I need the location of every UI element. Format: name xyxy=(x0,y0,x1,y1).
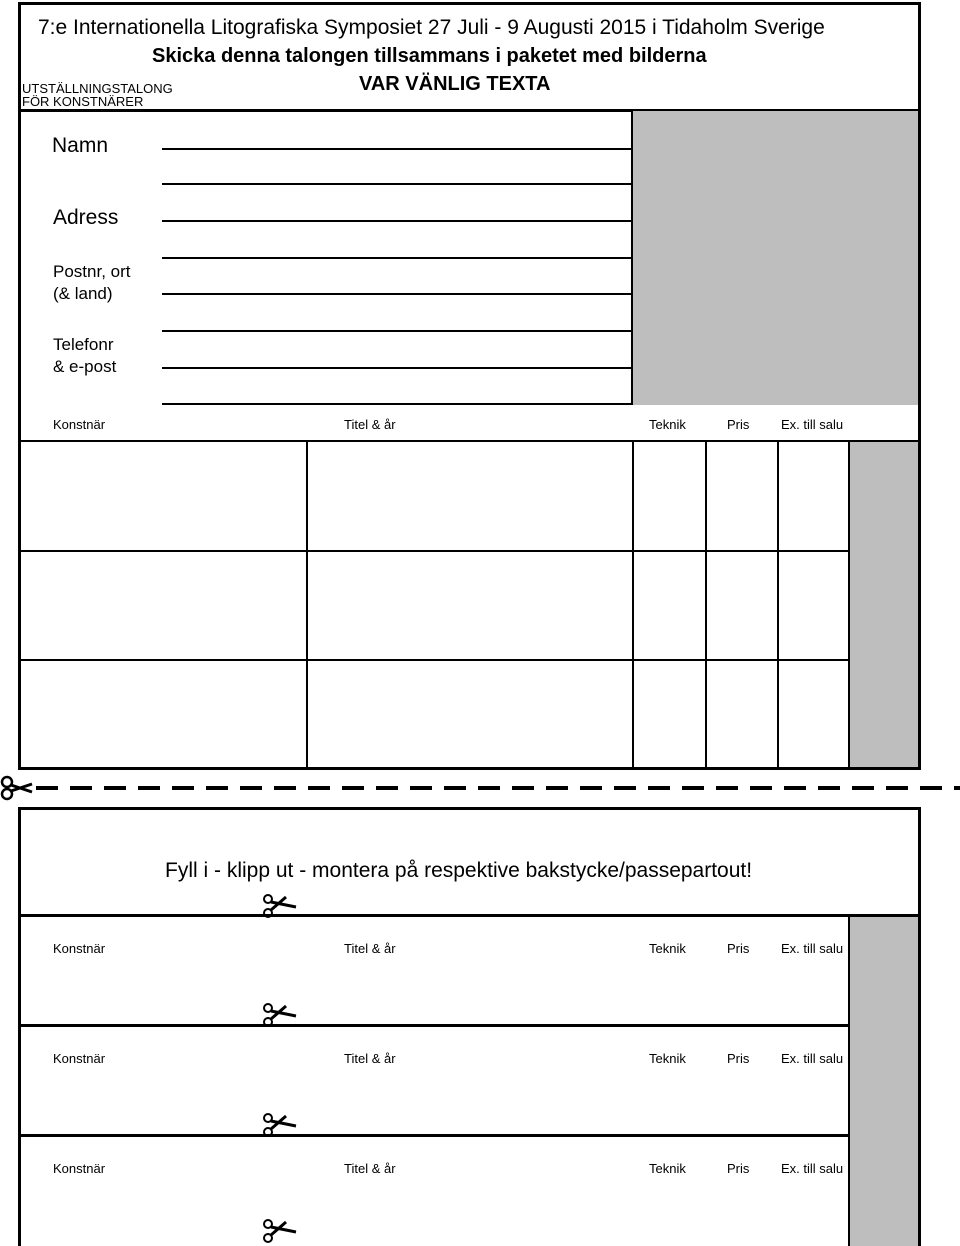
cut-line-dash xyxy=(36,786,58,790)
col-artist: Konstnär xyxy=(53,417,106,432)
cut-line-dash xyxy=(852,786,874,790)
label1-artist: Konstnär xyxy=(53,941,106,956)
cut-line-dash xyxy=(410,786,432,790)
col-price: Pris xyxy=(727,417,750,432)
phone-field-line[interactable] xyxy=(162,330,631,332)
cut-line-dash xyxy=(784,786,806,790)
name-field-line-2[interactable] xyxy=(162,183,631,185)
phone-field-line-2[interactable] xyxy=(162,367,631,369)
label1-technique: Teknik xyxy=(649,941,686,956)
label2-artist: Konstnär xyxy=(53,1051,106,1066)
address-field-line[interactable] xyxy=(162,220,631,222)
cut-line-dash xyxy=(342,786,364,790)
postal-label-line1: Postnr, ort xyxy=(53,262,131,281)
name-field-line[interactable] xyxy=(162,148,631,150)
cut-line-dash xyxy=(172,786,194,790)
cut-line-dash xyxy=(478,786,500,790)
label2-technique: Teknik xyxy=(649,1051,686,1066)
cut-line-dash xyxy=(138,786,160,790)
col-copies-for-sale: Ex. till salu xyxy=(781,417,844,432)
label1-copies: Ex. till salu xyxy=(781,941,844,956)
table-row[interactable] xyxy=(18,659,850,661)
cut-line-dash xyxy=(376,786,398,790)
cut-line-dash xyxy=(70,786,92,790)
label3-price: Pris xyxy=(727,1161,750,1176)
cut-line-dash xyxy=(716,786,738,790)
table-gray-column xyxy=(850,442,918,767)
postal-label-line2: (& land) xyxy=(53,284,113,303)
symposium-title: 7:e Internationella Litografiska Symposiet 27 Juli - 9 Augusti 2015 i Tidaholm Sverige xyxy=(38,16,825,39)
table-divider-copies xyxy=(777,441,779,768)
label2-copies: Ex. till salu xyxy=(781,1051,844,1066)
photo-panel-border xyxy=(631,111,633,405)
scissors-icon xyxy=(262,893,298,921)
phone-label-line1: Telefonr xyxy=(53,335,114,354)
cutout-divider xyxy=(18,914,921,917)
label2-title-year: Titel & år xyxy=(344,1051,396,1066)
table-row[interactable] xyxy=(18,550,850,552)
cut-line-dash xyxy=(614,786,636,790)
cut-line-dash xyxy=(240,786,262,790)
address-label: Adress xyxy=(53,206,119,229)
phone-label-line2: & e-post xyxy=(53,357,117,376)
cut-line-dash xyxy=(512,786,534,790)
cut-line-dash xyxy=(886,786,908,790)
for-artists-label: FÖR KONSTNÄRER xyxy=(22,94,144,109)
cut-line-dash xyxy=(818,786,840,790)
label3-technique: Teknik xyxy=(649,1161,686,1176)
label2-price: Pris xyxy=(727,1051,750,1066)
cutout-gray-strip-border xyxy=(848,917,850,1246)
label1-price: Pris xyxy=(727,941,750,956)
label3-title-year: Titel & år xyxy=(344,1161,396,1176)
send-instruction: Skicka denna talongen tillsammans i paketet med bilderna xyxy=(152,45,707,67)
name-label: Namn xyxy=(52,134,109,157)
please-print-label: VAR VÄNLIG TEXTA xyxy=(359,73,551,95)
email-field-line[interactable] xyxy=(162,403,631,405)
cut-line-dash xyxy=(954,786,960,790)
scissors-icon xyxy=(262,1218,298,1246)
table-divider-price xyxy=(705,441,707,768)
scissors-icon xyxy=(262,1002,298,1030)
exhibition-stub-label: UTSTÄLLNINGSTALONG xyxy=(22,81,173,96)
label3-copies: Ex. till salu xyxy=(781,1161,844,1176)
cut-line-dash xyxy=(444,786,466,790)
col-title-year: Titel & år xyxy=(344,417,396,432)
table-top-border xyxy=(18,440,921,442)
label1-title-year: Titel & år xyxy=(344,941,396,956)
cut-line-dash xyxy=(920,786,942,790)
cutout-gray-strip xyxy=(850,917,918,1246)
cutout-instruction: Fyll i - klipp ut - montera på respektive bakstycke/passepartout! xyxy=(165,859,753,882)
table-divider-gray xyxy=(848,441,850,768)
address-field-line-2[interactable] xyxy=(162,257,631,259)
cut-line-dash xyxy=(104,786,126,790)
table-divider-technique xyxy=(632,441,634,768)
postal-field-line[interactable] xyxy=(162,293,631,295)
label-cut-line[interactable] xyxy=(18,1134,850,1137)
cut-line-dash xyxy=(750,786,772,790)
cut-line-dash xyxy=(546,786,568,790)
photo-panel xyxy=(633,111,918,405)
cut-line-dash xyxy=(206,786,228,790)
col-technique: Teknik xyxy=(649,417,686,432)
label-cut-line[interactable] xyxy=(18,1024,850,1027)
cut-line-dash xyxy=(308,786,330,790)
cut-line-dash xyxy=(274,786,296,790)
cut-line-dash xyxy=(682,786,704,790)
label3-artist: Konstnär xyxy=(53,1161,106,1176)
scissors-icon xyxy=(262,1112,298,1140)
cut-line-dash xyxy=(648,786,670,790)
cut-line-dash xyxy=(580,786,602,790)
scissors-icon xyxy=(0,774,34,802)
table-divider-artist xyxy=(306,441,308,768)
